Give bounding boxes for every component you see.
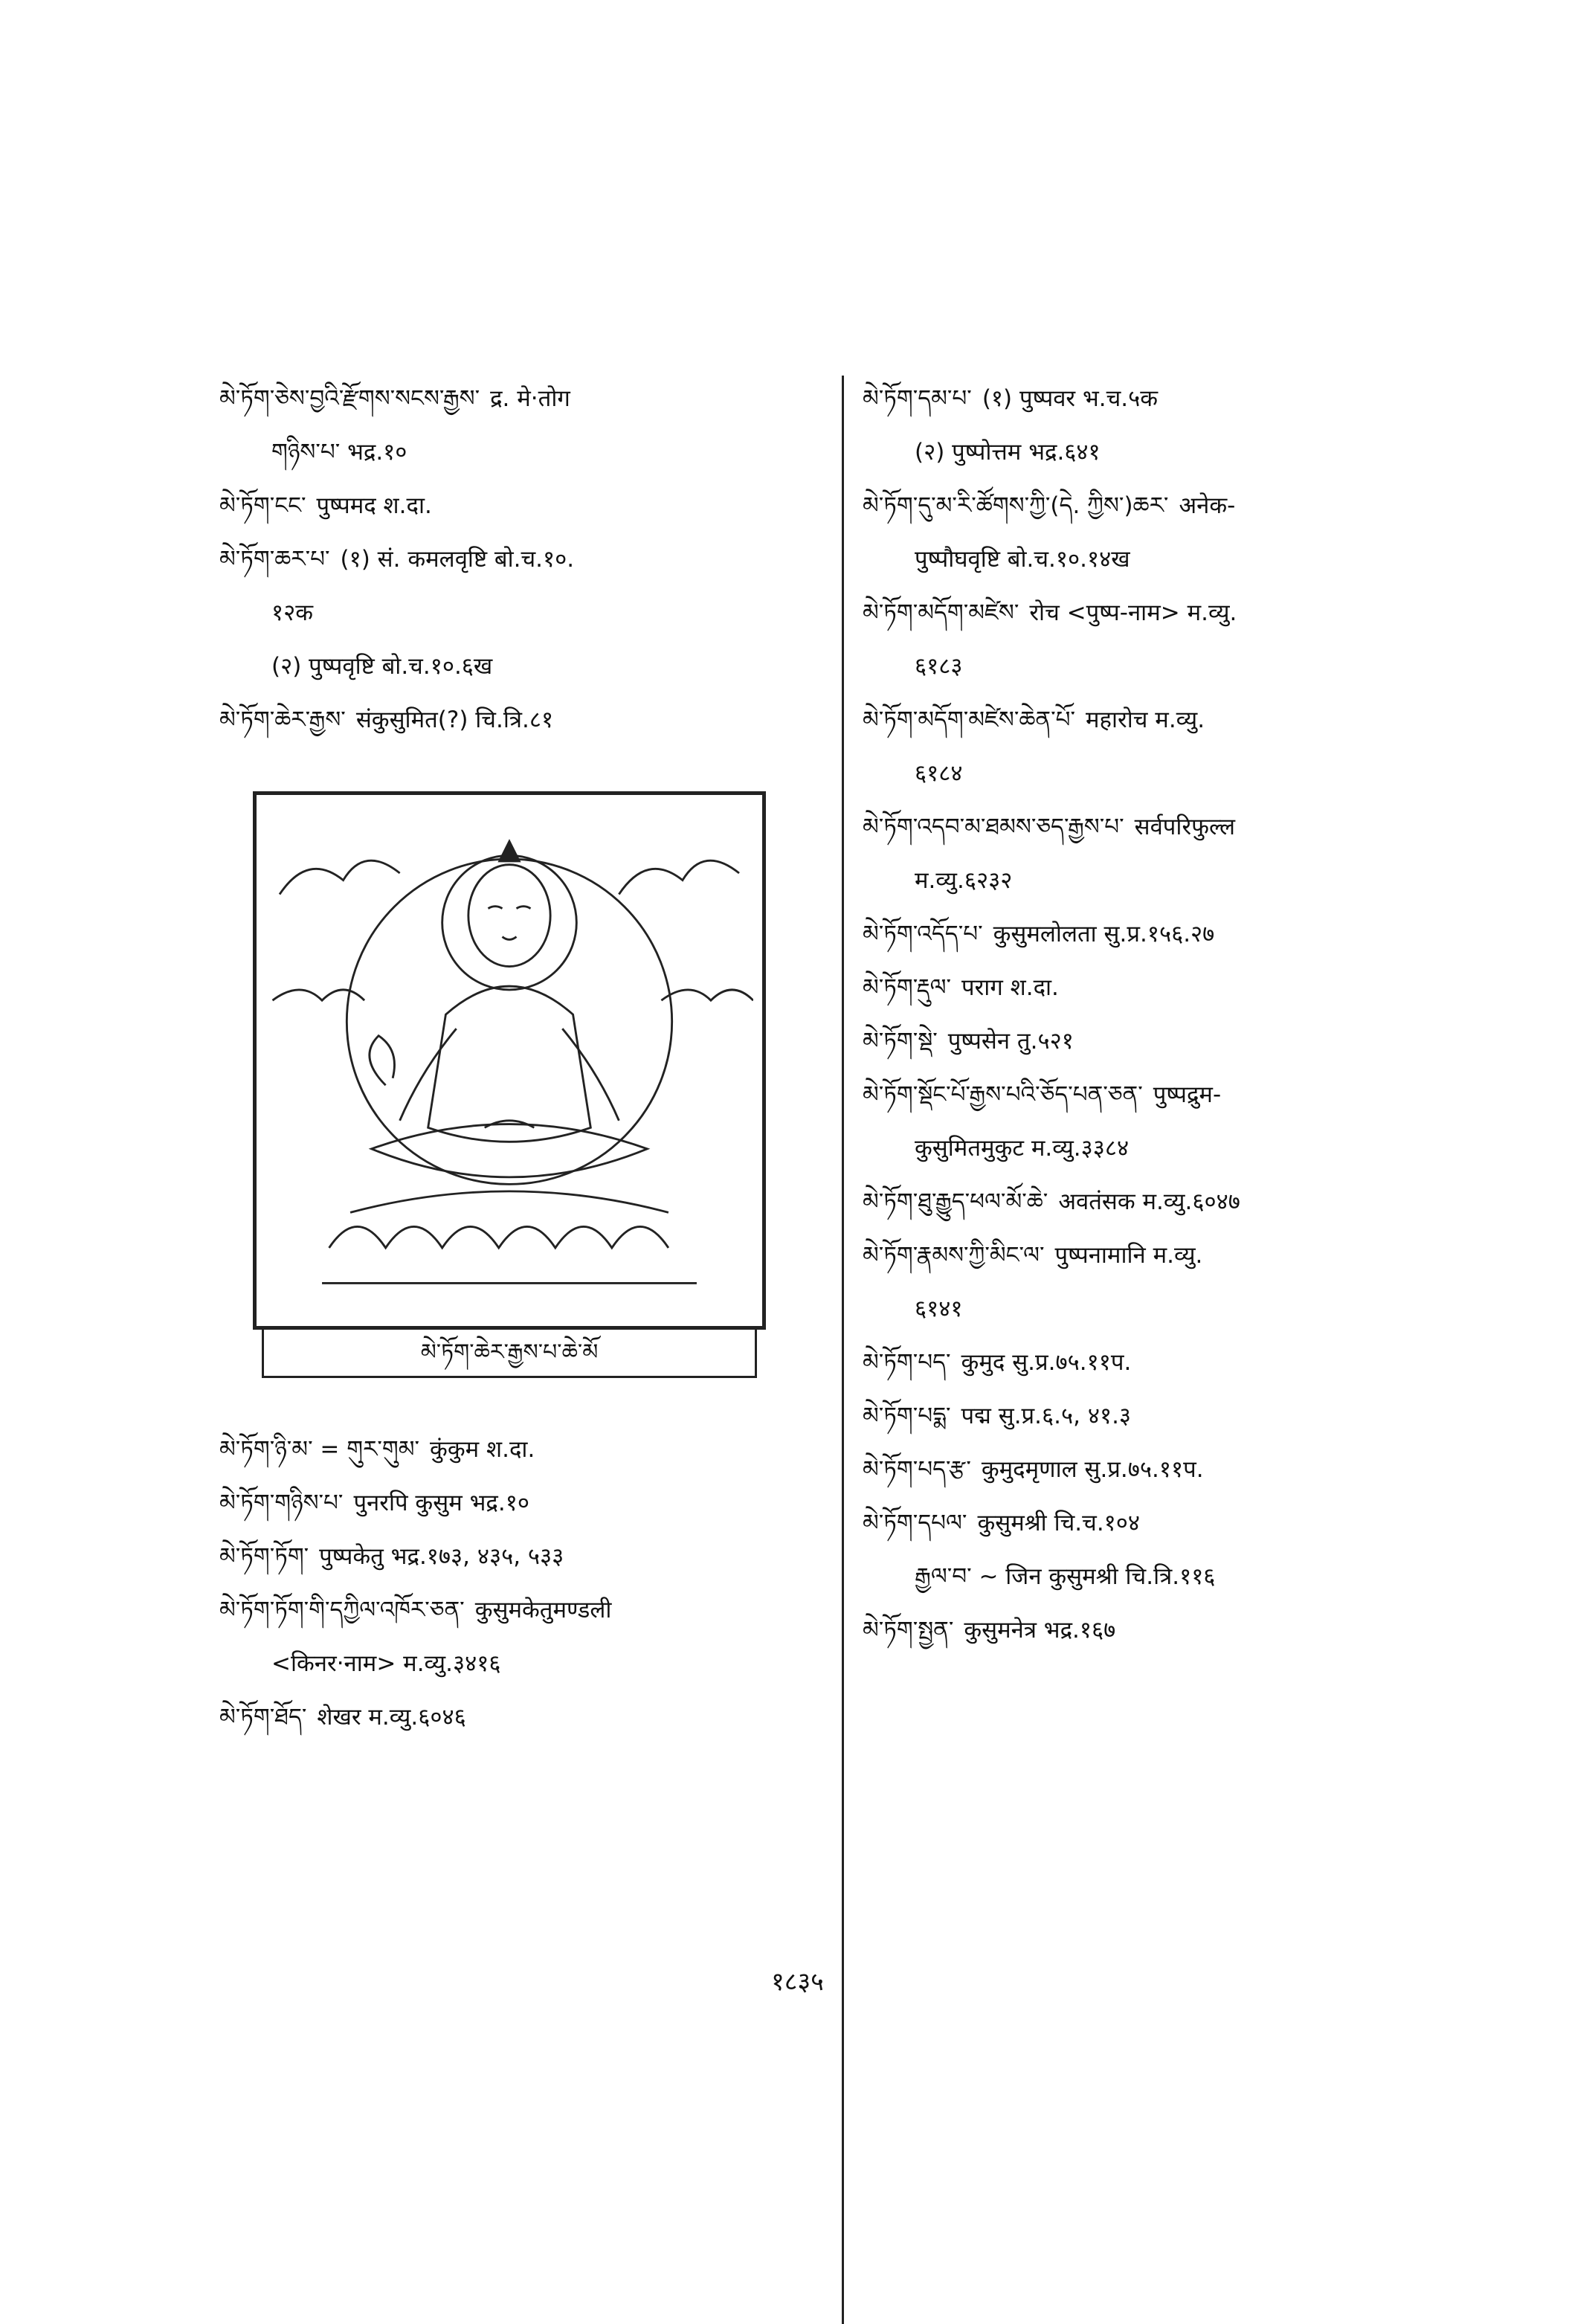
sanskrit-gloss: कुमुदमृणाल सु.प्र.७५.११प. [981, 1456, 1204, 1483]
sanskrit-gloss: पुष्पमद श.दा. [316, 492, 432, 519]
sanskrit-gloss: पुष्पनामानि म.व्यु. [1054, 1242, 1203, 1269]
tibetan-headword: མེ་ཏོག་ཐོད་ [219, 1704, 307, 1731]
dictionary-entry [219, 1476, 837, 1530]
tibetan-headword: མེ་ཏོག་དཔལ་ [863, 1510, 967, 1536]
sanskrit-gloss: पराग श.दा. [961, 974, 1059, 1001]
tibetan-headword: མེ་ཏོག་མདོག་མཛེས་ [863, 599, 1019, 626]
entry-continuation: (२) पुष्पोत्तम भद्र.६४१ [915, 439, 1101, 466]
dictionary-entry [219, 693, 837, 747]
entry-continuation: पुष्पौघवृष्टि बो.च.१०.१४ख [915, 546, 1130, 573]
dictionary-entry [863, 1443, 1443, 1496]
tibetan-headword: མེ་ཏོག་འདོད་པ་ [863, 921, 983, 947]
left-column [219, 372, 837, 1744]
tibetan-headword: མེ་ཏོག་རྡུལ་ [863, 974, 952, 1001]
dictionary-entry [863, 1175, 1443, 1229]
entry-continuation: १२क [271, 599, 314, 626]
dictionary-entry [219, 479, 837, 532]
tibetan-headword: མེ་ཏོག་མདོག་མཛེས་ཆེན་པོ་ [863, 706, 1076, 733]
entry-continuation: ६१४१ [915, 1295, 963, 1322]
sanskrit-gloss: कुंकुम श.दा. [430, 1436, 535, 1463]
sanskrit-gloss: कुसुमलोलता सु.प्र.१५६.२७ [993, 921, 1215, 947]
sanskrit-gloss: पुनरपि कुसुम भद्र.१० [353, 1490, 529, 1516]
dictionary-entry [863, 1229, 1443, 1282]
tibetan-headword: མེ་ཏོག་སྡེ་ [863, 1028, 938, 1055]
tibetan-headword: མེ་ཏོག་གཉིས་པ་ [219, 1490, 344, 1516]
seated-buddha-drawing [265, 804, 753, 1317]
sanskrit-gloss: (१) सं. कमलवृष्टि बो.च.१०. [340, 546, 575, 573]
tibetan-headword: མེ་ཏོག་ཉི་མ་ = གུར་གུམ་ [219, 1436, 420, 1463]
sanskrit-gloss: महारोच म.व्यु. [1086, 706, 1205, 733]
tibetan-headword: མེ་ཏོག་སྡོང་པོ་རྒྱས་པའི་ཅོད་པན་ཅན་ [863, 1081, 1143, 1108]
dictionary-entry [219, 532, 837, 586]
sanskrit-gloss: (२) पुष्पवृष्टि बो.च.१०.६ख [271, 653, 493, 680]
entry-continuation: ६१८३ [915, 653, 963, 680]
tibetan-headword: མེ་ཏོག་ཆར་པ་ [219, 546, 330, 573]
sanskrit-gloss: कुमुद सु.प्र.७५.११प. [961, 1349, 1132, 1376]
sanskrit-gloss: कुसुमनेत्र भद्र.१६७ [964, 1617, 1116, 1644]
dictionary-entry [219, 1530, 837, 1583]
tibetan-headword: མེ་ཏོག་ཏོག་ [219, 1543, 309, 1570]
entry-continuation: कुसुमितमुकुट म.व्यु.३३८४ [915, 1135, 1130, 1162]
sanskrit-gloss: संकुसुमित(?) चि.त्रि.८१ [355, 706, 554, 733]
tibetan-headword: མེ་ཏོག་དུ་མ་རི་ཚོགས་ཀྱི་(དེ. ཀྱིས་)ཆར་ [863, 492, 1169, 519]
entry-continuation: म.व्यु.६२३२ [915, 867, 1013, 894]
dictionary-entry [219, 372, 837, 425]
tibetan-headword: མེ་ཏོག་ཆེར་རྒྱས་ [219, 706, 346, 733]
page-number: १८३५ [771, 1967, 824, 1997]
tibetan-headword: མེ་ཏོག་ཐུ་རྒྱུད་ཕལ་མོ་ཆེ་ [863, 1188, 1048, 1215]
sanskrit-gloss: पुष्पसेन तु.५२१ [947, 1028, 1074, 1055]
sanskrit-gloss: रोच <पुष्प-नाम> म.व्यु. [1029, 599, 1237, 626]
tibetan-headword: མེ་ཏོག་སྤྱན་ [863, 1617, 954, 1644]
dictionary-entry [863, 1496, 1443, 1550]
tibetan-headword: མེ་ཏོག་འདབ་མ་ཐམས་ཅད་རྒྱས་པ་ [863, 814, 1124, 840]
dictionary-entry [863, 961, 1443, 1014]
tibetan-headword: མེ་ཏོག་པདྨ་ [863, 1403, 951, 1429]
tibetan-headword: མེ་ཏོག་དམ་པ་ [863, 385, 972, 412]
sanskrit-gloss: कुसुमश्री चि.च.१०४ [977, 1510, 1141, 1536]
sanskrit-gloss: सर्वपरिफुल्ल [1134, 814, 1236, 840]
sanskrit-gloss: शेखर म.व्यु.६०४६ [317, 1704, 466, 1731]
sanskrit-gloss: अनेक- [1179, 492, 1236, 519]
tibetan-headword: མེ་ཏོག་པད་ [863, 1349, 951, 1376]
sanskrit-gloss: पद्म सु.प्र.६.५, ४१.३ [961, 1403, 1132, 1429]
dictionary-entry [863, 800, 1443, 854]
dictionary-entry [863, 1014, 1443, 1068]
tibetan-headword: མེ་ཏོག་ཏོག་གི་དཀྱིལ་འཁོར་ཅན་ [219, 1597, 465, 1623]
sanskrit-gloss: कुसुमकेतुमण्डली [474, 1597, 612, 1623]
sanskrit-gloss: पुष्पद्रुम- [1153, 1081, 1222, 1108]
dictionary-entry [863, 372, 1443, 425]
sanskrit-gloss: (१) पुष्पवर भ.च.५क [982, 385, 1159, 412]
tibetan-headword: མེ་ཏོག་ངང་ [219, 492, 306, 519]
tibetan-headword: མེ་ཏོག་ཅེས་བྱའི་རྫོགས་སངས་རྒྱས་ [219, 385, 480, 412]
dictionary-entry [863, 586, 1443, 640]
column-divider [842, 376, 844, 2324]
dictionary-entry [863, 693, 1443, 747]
dictionary-entry [863, 1068, 1443, 1121]
entry-continuation: ६१८४ [915, 760, 963, 787]
dictionary-entry [863, 907, 1443, 961]
entry-continuation: <किनर·नाम> म.व्यु.३४१६ [271, 1650, 501, 1677]
dictionary-entry [219, 1583, 837, 1637]
entry-continuation: གཉིས་པ་ भद्र.१० [271, 439, 407, 466]
sanskrit-gloss: अवतंसक म.व्यु.६०४७ [1058, 1188, 1240, 1215]
illustration-caption: མེ་ཏོག་ཆེར་རྒྱས་པ་ཆེ་མོ [262, 1330, 757, 1378]
tibetan-headword: མེ་ཏོག་པད་རྩ་ [863, 1456, 971, 1483]
tibetan-headword: མེ་ཏོག་རྣམས་ཀྱི་མིང་ལ་ [863, 1242, 1045, 1269]
buddha-illustration [253, 791, 766, 1378]
dictionary-entry [863, 1336, 1443, 1389]
dictionary-entry [219, 1690, 837, 1744]
dictionary-entry [219, 640, 837, 693]
dictionary-entry [863, 1603, 1443, 1657]
sanskrit-gloss: द्र. मे·तोग [490, 385, 570, 412]
dictionary-entry [863, 1389, 1443, 1443]
right-column [863, 372, 1443, 1657]
dictionary-entry [219, 1423, 837, 1476]
entry-continuation: རྒྱལ་བ་ ~ जिन कुसुमश्री चि.त्रि.११६ [915, 1563, 1216, 1590]
dictionary-entry [863, 479, 1443, 532]
sanskrit-gloss: पुष्पकेतु भद्र.१७३, ४३५, ५३३ [319, 1543, 564, 1570]
